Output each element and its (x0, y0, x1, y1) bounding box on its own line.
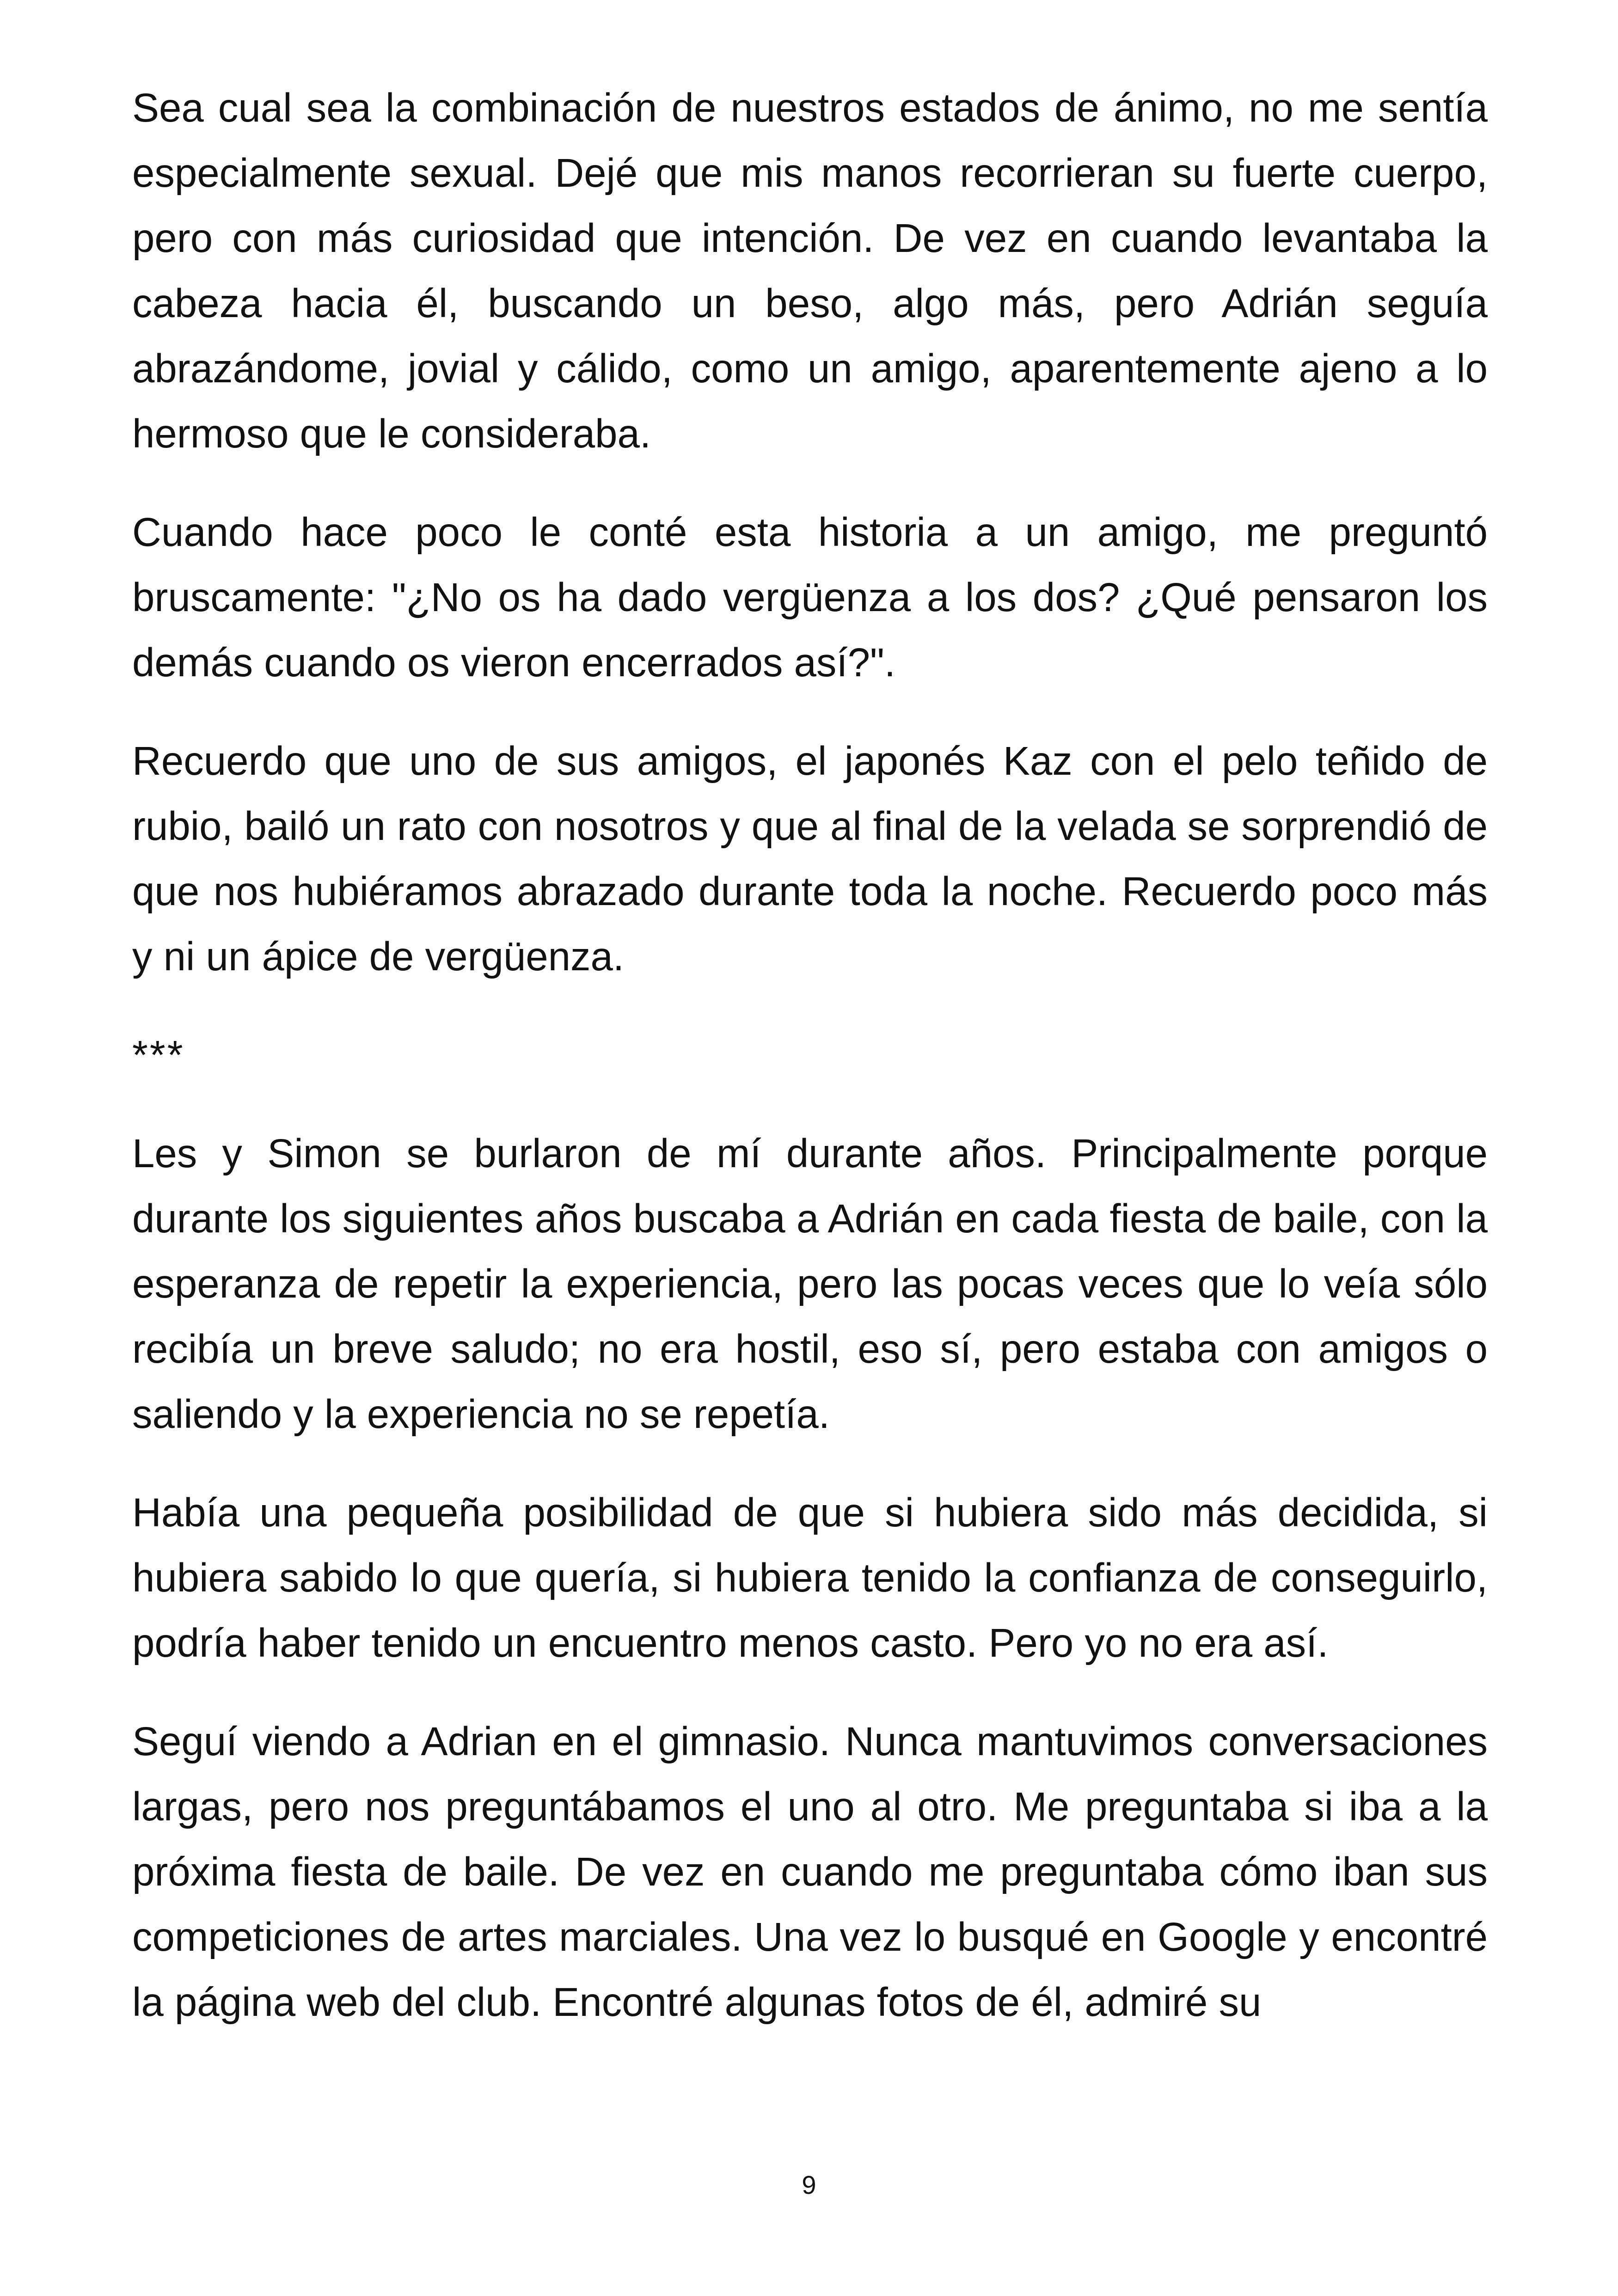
paragraph: Cuando hace poco le conté esta historia a un amigo, me preguntó bruscamente: "¿No os ha dado vergüenza a los dos? ¿Qué pensaron los demás cuando os vieron encerrados así?". (132, 510, 1488, 685)
paragraph: Seguí viendo a Adrian en el gimnasio. Nunca mantuvimos conversaciones largas, pero nos preguntábamos el uno al otro. Me preguntaba si iba a la próxima fiesta de baile. De vez en cuando me preguntaba cómo iban sus competiciones de artes marciales. Una vez lo busqué en Google y encontré la página web del club. Encontré algunas fotos de él, admiré su (132, 1719, 1488, 2025)
paragraph: Había una pequeña posibilidad de que si hubiera sido más decidida, si hubiera sabido lo que quería, si hubiera tenido la confianza de conseguirlo, podría haber tenido un encuentro menos casto. Pero yo no era así. (132, 1490, 1488, 1665)
paragraph: Les y Simon se burlaron de mí durante años. Principalmente porque durante los siguientes años buscaba a Adrián en cada fiesta de baile, con la esperanza de repetir la experiencia, pero las pocas veces que lo veía sólo recibía un breve saludo; no era hostil, eso sí, pero estaba con amigos o saliendo y la experiencia no se repetía. (132, 1131, 1488, 1437)
paragraph: Recuerdo que uno de sus amigos, el japonés Kaz con el pelo teñido de rubio, bailó un rato con nosotros y que al final de la velada se sorprendió de que nos hubiéramos abrazado durante toda la noche. Recuerdo poco más y ni un ápice de vergüenza. (132, 739, 1488, 979)
body-text (132, 75, 1488, 2068)
section-separator: *** (132, 1033, 185, 1078)
page-number: 9 (802, 2170, 816, 2199)
paragraph: Sea cual sea la combinación de nuestros estados de ánimo, no me sentía especialmente sexual. Dejé que mis manos recorrieran su fuerte cuerpo, pero con más curiosidad que intención. De vez en cuando levantaba la cabeza hacia él, buscando un beso, algo más, pero Adrián seguía abrazándome, jovial y cálido, como un amigo, aparentemente ajeno a lo hermoso que le consideraba. (132, 86, 1488, 456)
